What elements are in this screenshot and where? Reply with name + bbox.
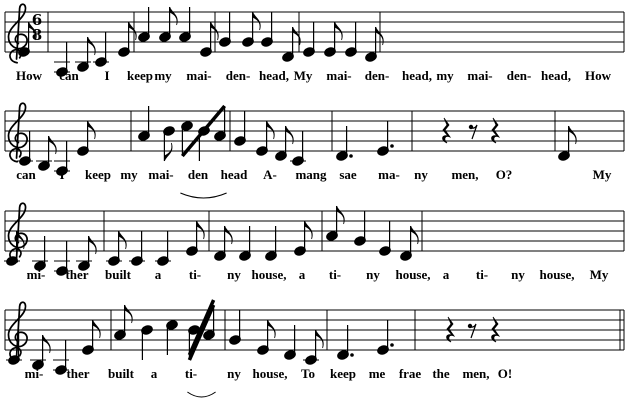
time-signature-denominator: 8 [31,26,43,44]
lyric-syllable: my [436,68,454,83]
lyric-syllable: men, [462,366,490,381]
dot [349,154,353,158]
lyric-syllable: My [293,68,313,83]
treble-clef-icon [8,302,27,361]
dot [350,353,354,357]
lyric-syllable: O! [497,366,513,381]
lyric-syllable: head, [259,68,289,83]
time-signature [32,11,42,44]
lyric-syllable: house, [252,366,288,381]
dot [390,144,394,148]
slur [187,392,215,397]
lyric-syllable: head [220,167,248,182]
lyric-syllable: den [187,167,209,182]
eighth-flag [88,121,96,139]
lyric-syllable: How [585,68,611,83]
lyric-syllable: a [150,366,158,381]
lyric-syllable: ma- [378,167,400,182]
lyric-syllable: A- [263,167,277,182]
lyric-syllable: ti- [188,267,202,282]
lyric-syllable: my [154,68,172,83]
lyric-syllable: ny [414,167,428,182]
lyric-syllable: ny [511,267,525,282]
lyric-syllable: ti- [184,366,198,381]
lyric-syllable: house, [251,267,287,282]
notes-layer [4,7,576,397]
eighth-flag [211,22,219,40]
lyric-syllable: ny [366,267,380,282]
slur [180,193,226,198]
dot [390,343,394,347]
lyric-syllable: frae [398,366,422,381]
eighth-flag [253,12,261,30]
eighth-flag [129,22,137,40]
lyric-syllable: den- [506,68,532,83]
lyric-syllable: ti- [475,267,489,282]
lyric-syllable: keep [127,68,153,83]
lyric-syllable: built [107,366,135,381]
lyric-syllable: ny [227,366,241,381]
treble-clef-path [8,103,27,162]
lyric-syllable: mai- [467,68,493,83]
eighth-flag [119,231,127,249]
lyric-syllable: keep [330,366,356,381]
lyric-syllable: My [592,167,612,182]
lyric-syllable: built [104,267,132,282]
lyric-syllable: mai- [326,68,352,83]
staves-layer [5,4,624,361]
lyric-syllable: I [59,167,65,182]
eighth-flag [197,221,205,239]
eighth-flag [93,320,101,338]
lyric-syllable: a [442,267,450,282]
lyric-syllable: ther [66,366,90,381]
eighth-flag [305,221,313,239]
lyric-syllable: To [301,366,315,381]
lyric-syllable: mai- [186,68,212,83]
lyric-syllable: My [589,267,609,282]
lyric-syllable: the [432,366,450,381]
lyric-syllable: head, [541,68,571,83]
lyric-syllable: mai- [148,167,174,182]
eighth-flag [316,330,324,348]
lyric-syllable: my [120,167,138,182]
lyric-syllable: sae [339,167,357,182]
treble-clef-icon [8,203,27,262]
lyrics-layer [16,68,612,381]
lyric-syllable: den- [225,68,251,83]
lyric-syllable: can [16,167,36,182]
lyric-syllable: ny [227,267,241,282]
lyric-syllable: den- [364,68,390,83]
lyric-syllable: a [154,267,162,282]
lyric-syllable: head, [402,68,432,83]
treble-clef-path [8,302,27,361]
time-signature-numerator: 6 [31,11,43,29]
lyric-syllable: house, [539,267,575,282]
lyric-syllable: me [368,366,386,381]
lyric-syllable: keep [85,167,111,182]
lyric-syllable: mi- [26,267,46,282]
eighth-flag [164,143,172,161]
eighth-flag [267,121,275,139]
lyric-syllable: mang [295,167,327,182]
eighth-flag [335,22,343,40]
treble-clef-icon [8,103,27,162]
lyric-syllable: ther [65,267,89,282]
lyric-syllable: O? [495,167,513,182]
lyric-syllable: a [298,267,306,282]
lyric-syllable: men, [451,167,479,182]
lyric-syllable: can [59,68,79,83]
lyric-syllable: mi- [24,366,44,381]
eighth-flag [268,320,276,338]
lyric-syllable: I [104,68,110,83]
lyric-syllable: house, [395,267,431,282]
lyric-syllable: ti- [328,267,342,282]
lyric-syllable: How [16,68,42,83]
treble-clef-path [8,203,27,262]
